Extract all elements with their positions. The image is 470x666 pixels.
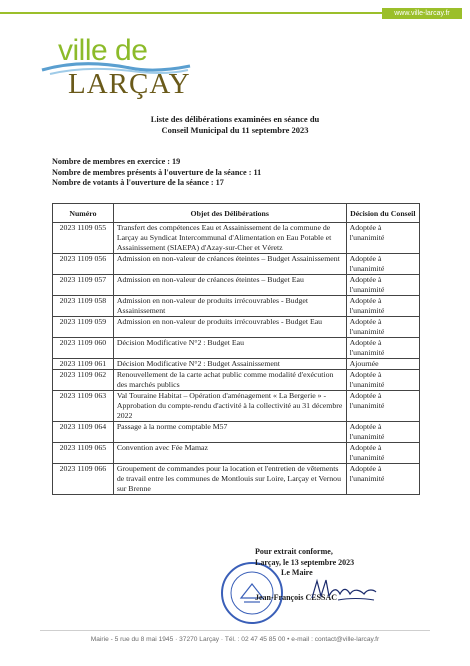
row-number: 2023 1109 058 bbox=[53, 296, 114, 317]
row-subject: Passage à la norme comptable M57 bbox=[113, 422, 346, 443]
signature-title: Le Maire bbox=[281, 568, 313, 577]
table-row bbox=[53, 370, 420, 391]
table-row bbox=[53, 296, 420, 317]
table-row bbox=[53, 317, 420, 338]
table-row bbox=[53, 422, 420, 443]
row-decision: Adoptée à l'unanimité bbox=[346, 422, 419, 443]
row-subject: Groupement de commandes pour la location et l'entretien de vêtements de travail entre les communes de Montlouis sur Loire, Larçay et Vernou sur Brenne bbox=[113, 464, 346, 495]
signature-name: Jean-François CESSAC bbox=[255, 592, 338, 602]
row-number: 2023 1109 057 bbox=[53, 275, 114, 296]
header-decision: Décision du Conseil bbox=[346, 204, 419, 223]
table-row bbox=[53, 275, 420, 296]
table-row bbox=[53, 338, 420, 359]
header-objet: Objet des Délibérations bbox=[113, 204, 346, 223]
header-numero: Numéro bbox=[53, 204, 114, 223]
title-line-2: Conseil Municipal du 11 septembre 2023 bbox=[161, 125, 309, 135]
row-subject: Admission en non-valeur de produits irrécouvrables - Budget Assainissement bbox=[113, 296, 346, 317]
row-decision: Adoptée à l'unanimité bbox=[346, 338, 419, 359]
table-row bbox=[53, 464, 420, 495]
row-subject: Admission en non-valeur de produits irrécouvrables - Budget Eau bbox=[113, 317, 346, 338]
row-number: 2023 1109 056 bbox=[53, 254, 114, 275]
logo-text-larcay: LARÇAY bbox=[68, 68, 191, 100]
table-row bbox=[53, 223, 420, 254]
row-number: 2023 1109 064 bbox=[53, 422, 114, 443]
handwritten-signature-icon bbox=[308, 576, 378, 604]
row-decision: Adoptée à l'unanimité bbox=[346, 391, 419, 422]
row-number: 2023 1109 066 bbox=[53, 464, 114, 495]
row-subject: Convention avec Fée Mamaz bbox=[113, 443, 346, 464]
deliberations-table bbox=[52, 203, 420, 495]
members-present: Nombre de membres présents à l'ouverture de la séance : 11 bbox=[52, 167, 262, 177]
row-decision: Adoptée à l'unanimité bbox=[346, 317, 419, 338]
row-decision: Adoptée à l'unanimité bbox=[346, 370, 419, 391]
footer-contact: Mairie - 5 rue du 8 mai 1945 · 37270 Larçay · Tél. : 02 47 45 85 00 • e-mail : contact@ville-larcay.fr bbox=[90, 636, 380, 643]
row-number: 2023 1109 061 bbox=[53, 359, 114, 370]
row-decision: Ajournée bbox=[346, 359, 419, 370]
logo-text-ville: ville de bbox=[58, 34, 148, 67]
row-number: 2023 1109 063 bbox=[53, 391, 114, 422]
header-rule bbox=[0, 12, 382, 14]
row-number: 2023 1109 055 bbox=[53, 223, 114, 254]
title-line-1: Liste des délibérations examinées en séance du bbox=[150, 114, 320, 124]
row-decision: Adoptée à l'unanimité bbox=[346, 296, 419, 317]
row-number: 2023 1109 062 bbox=[53, 370, 114, 391]
table-row bbox=[53, 391, 420, 422]
row-subject: Transfert des compétences Eau et Assainissement de la commune de Larçay au Syndicat Intercommunal d'Alimentation en Eau Potable et Assainissement (SIAEPA) d'Azay-sur-Cher et Véretz bbox=[113, 223, 346, 254]
signature-date: Larçay, le 13 septembre 2023 bbox=[255, 557, 355, 567]
row-subject: Décision Modificative N°2 : Budget Eau bbox=[113, 338, 346, 359]
row-decision: Adoptée à l'unanimité bbox=[346, 254, 419, 275]
row-subject: Admission en non-valeur de créances éteintes – Budget Eau bbox=[113, 275, 346, 296]
row-subject: Décision Modificative N°2 : Budget Assainissement bbox=[113, 359, 346, 370]
members-in-office: Nombre de membres en exercice : 19 bbox=[52, 157, 181, 166]
signature-conforme: Pour extrait conforme, bbox=[255, 547, 333, 556]
row-number: 2023 1109 060 bbox=[53, 338, 114, 359]
row-decision: Adoptée à l'unanimité bbox=[346, 464, 419, 495]
row-number: 2023 1109 059 bbox=[53, 317, 114, 338]
website-url[interactable]: www.ville-larcay.fr bbox=[382, 8, 462, 19]
row-subject: Renouvellement de la carte achat public comme modalité d'exécution des marchés publics bbox=[113, 370, 346, 391]
row-decision: Adoptée à l'unanimité bbox=[346, 443, 419, 464]
table-row bbox=[53, 254, 420, 275]
row-subject: Val Touraine Habitat – Opération d'aménagement « La Bergerie » - Approbation du compte-rendu d'activité à la collectivité au 31 décembre 2022 bbox=[113, 391, 346, 422]
town-logo bbox=[40, 36, 200, 104]
row-subject: Admission en non-valeur de créances éteintes – Budget Assainissement bbox=[113, 254, 346, 275]
table-row bbox=[53, 359, 420, 370]
document-title bbox=[100, 114, 370, 136]
table-row bbox=[53, 443, 420, 464]
row-decision: Adoptée à l'unanimité bbox=[346, 275, 419, 296]
voters-count: Nombre de votants à l'ouverture de la séance : 17 bbox=[52, 178, 224, 187]
row-number: 2023 1109 065 bbox=[53, 443, 114, 464]
row-decision: Adoptée à l'unanimité bbox=[346, 223, 419, 254]
attendance-stats bbox=[52, 157, 261, 189]
table-header-row bbox=[53, 204, 420, 223]
footer-rule bbox=[40, 630, 430, 631]
